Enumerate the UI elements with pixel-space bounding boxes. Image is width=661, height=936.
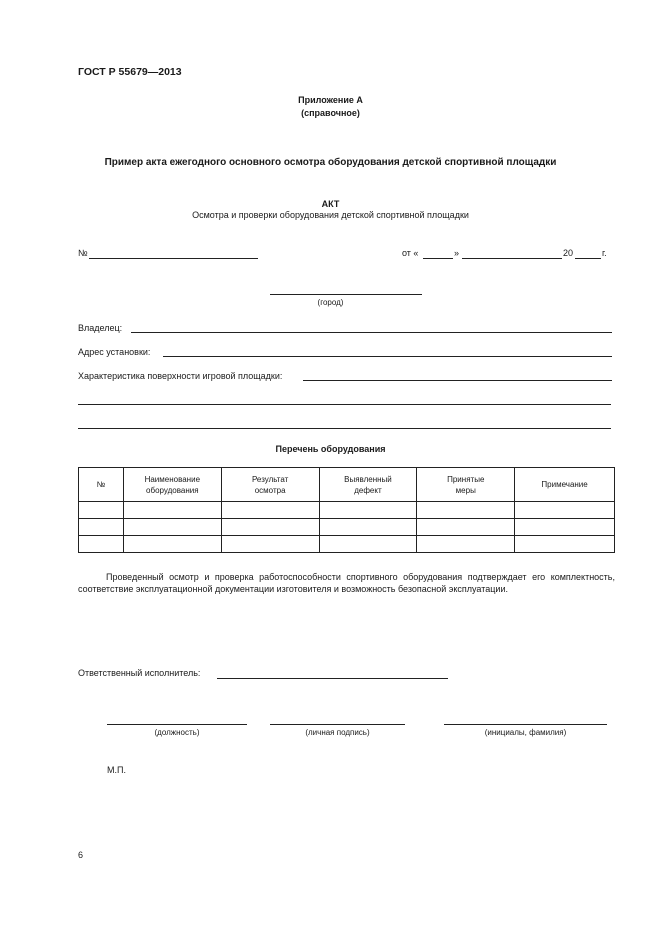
initials-line [444, 724, 607, 725]
responsible-line [217, 678, 448, 679]
col-header-note: Примечание [515, 468, 615, 502]
table-cell [123, 502, 221, 519]
standard-number: ГОСТ Р 55679—2013 [78, 66, 182, 78]
stamp-label: М.П. [107, 765, 126, 775]
initials-caption: (инициалы, фамилия) [484, 728, 567, 737]
col-header-measures [417, 468, 515, 502]
col-header-text: Выявленный дефект [344, 474, 392, 495]
table-cell [221, 502, 319, 519]
table-cell [319, 502, 417, 519]
appendix-title: Приложение А [298, 95, 363, 105]
position-caption: (должность) [154, 728, 200, 737]
date-month-line [462, 258, 562, 259]
position-line [107, 724, 247, 725]
table-cell [515, 502, 615, 519]
surface-label: Характеристика поверхности игровой площадки: [78, 371, 283, 381]
date-year-line [575, 258, 601, 259]
owner-line [131, 332, 612, 333]
city-caption: (город) [317, 298, 344, 307]
table-cell [79, 536, 124, 553]
address-line [163, 356, 612, 357]
act-number-line [89, 258, 258, 259]
act-heading: АКТ [321, 199, 340, 209]
signature-line [270, 724, 405, 725]
col-header-defect [319, 468, 417, 502]
col-header-text: Наименование оборудования [144, 474, 201, 495]
table-row [79, 536, 615, 553]
act-subheading: Осмотра и проверки оборудования детской спортивной площадки [192, 210, 469, 220]
table-cell [417, 519, 515, 536]
table-cell [515, 536, 615, 553]
table-row [79, 502, 615, 519]
city-line [270, 294, 422, 295]
blank-line-2 [78, 428, 611, 429]
surface-line [303, 380, 612, 381]
table-cell [79, 502, 124, 519]
table-cell [79, 519, 124, 536]
appendix-note: (справочное) [301, 108, 360, 118]
equipment-list-title: Перечень оборудования [275, 444, 386, 454]
date-day-line [423, 258, 453, 259]
table-cell [319, 536, 417, 553]
document-title: Пример акта ежегодного основного осмотра оборудования детской спортивной площадки [104, 157, 557, 168]
date-prefix: от « [402, 248, 419, 258]
date-year-suffix: г. [602, 248, 607, 258]
blank-line-1 [78, 404, 611, 405]
table-row [79, 519, 615, 536]
act-number-label: № [78, 248, 88, 258]
owner-label: Владелец: [78, 323, 123, 333]
col-header-number: № [79, 468, 124, 502]
date-year-prefix: 20 [563, 248, 574, 258]
table-cell [221, 536, 319, 553]
signature-caption: (личная подпись) [305, 728, 370, 737]
conclusion-paragraph: Проведенный осмотр и проверка работоспособности спортивного оборудования подтверждает его комплектность, соответствие эксплуатационной документации изготовителя и возможность безопасной эксплуатации. [78, 572, 615, 594]
col-header-result [221, 468, 319, 502]
table-header-row [79, 468, 615, 502]
col-header-text: Результат осмотра [251, 474, 289, 495]
table-cell [319, 519, 417, 536]
table-cell [123, 536, 221, 553]
responsible-label: Ответственный исполнитель: [78, 668, 201, 678]
table-cell [515, 519, 615, 536]
date-mid: » [454, 248, 460, 258]
table-cell [417, 502, 515, 519]
equipment-table [78, 467, 615, 553]
table-cell [123, 519, 221, 536]
col-header-name [123, 468, 221, 502]
table-cell [417, 536, 515, 553]
table-cell [221, 519, 319, 536]
address-label: Адрес установки: [78, 347, 151, 357]
col-header-text: Принятые меры [447, 474, 485, 495]
page-number: 6 [78, 850, 84, 860]
